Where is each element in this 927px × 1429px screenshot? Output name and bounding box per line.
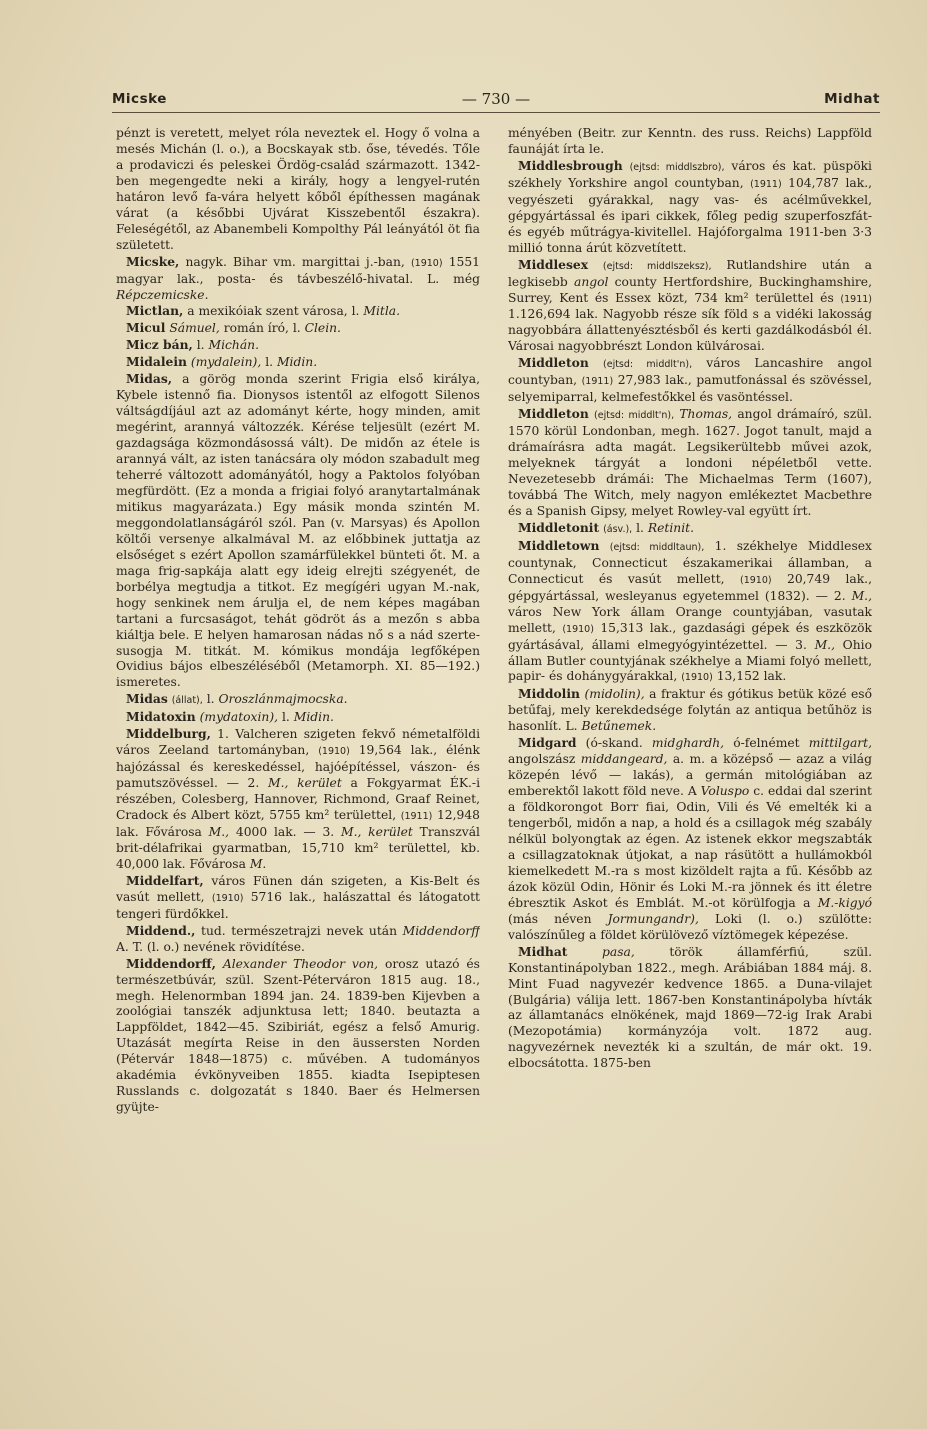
entry-text: c. eddai dal szerint a földkorongot Borr fiai, Odin, Vili és Vé emelték ki a tengerből, midőn a nap, a hold és a csillagok még szabály nélkül bolyongtak az égen. Az istenek ekkor megszabták a csillagzatoknak útjokat, a nap rásütött a hullámokból kiemelkedett M.-ra s most kizöldelt rajta a fű. Később az ázok közül Odin, Hönir és Loki M.-ra jönnek és itt életre ébresztik Askot és Emblát. M.-ot körülfogja a (508, 784, 872, 910)
dictionary-entry (116, 923, 480, 956)
dictionary-entry (116, 873, 480, 923)
entry-small-note: (1910) (211, 892, 244, 904)
entry-small-note: (ásv.), (603, 523, 633, 535)
entry-italic-text: (midolin), (584, 687, 645, 702)
entry-text: tud. természetrajzi nevek után (195, 923, 403, 938)
entry-text: a fraktur és gótikus betük közé eső betűfaj, mely kerekdedsége folytán az antiqua betűhöz is hasonlít. L. (508, 687, 872, 734)
entry-text: 104,787 lak., vegyészeti gyárakkal, nagy vas- és acélművekkel, gépgyártással és ipari cikkek, főleg pedig szuperfoszfát- és egyéb műtrágya-kivitellel. Hajóforgalma 1911-ben 3·3 millió tonna árút közvetített. (508, 175, 872, 255)
left-column (116, 126, 480, 1408)
entry-headword: Middelfart, (126, 872, 204, 888)
entry-headword: Middelburg, (126, 726, 211, 742)
entry-text: a mexikóiak szent városa, l. (183, 304, 364, 319)
entry-text: török államférfiú, szül. Konstantinápolyban 1822., megh. Arábiában 1884 máj. 8. Mint Fuad nagyvezér kedvence 1865. a Duna-vilajet (Bulgária) válija lett. 1867-ben Konstantinápolyba hívták az államtanács elnökének, majd 1869—72-ig Irak Arabi (Mezopotámia) kormányzója volt. 1872 aug. nagyvezérnek nevezték ki a szultán, de már okt. 19. elbocsátotta. 1875-ben (508, 944, 872, 1071)
entry-text: a görög monda szerint Frigia első királya, Kybele istennő fia. Dionysos istentől az elfogott Silenos váltságdíjául azt az adományt kérte, hogy minden, amit megérint, arannyá változzék. Kérése teljesült (ezért M. gazdagsága közmondásossá vált). De midőn az étele is arannyá vált, az isten tanácsára oly módon szabadult meg teherré változott adományától, hogy a Paktolos folyóban megfürdött. (Ez a monda a frigiai folyó aranytartalmának mitikus magyarázata.) Egy másik monda szintén M. meggondolatlanságáról szól. Pan (v. Marsyas) és Apollon költői versenye alkalmával M. az előbbinek juttatja az elsőséget s ezért Apollon szamárfülekkel bünteti őt. M. a maga frig-sapkája alatt egy ideig elrejti szégyenét, de borbélya megtudja a titkot. Ez megígéri ugyan M.-nak, hogy senkinek nem árulja el, de nem képes magában tartani a furcsaságot, tehát gödröt ás a mezőn s abba kiáltja bele. E helyen hamarosan nádas nő s a nád szerte-susogja M. titkát. M. kómikus mondája legfőképen Ovidius bájos elbeszéléséből (Metamorph. XI. 85—192.) ismeretes. (116, 372, 480, 690)
entry-headword: Middleton (518, 355, 589, 371)
entry-text: 5716 lak., halászattal és látogatott tengeri fürdőkkel. (116, 889, 480, 921)
dictionary-entry (508, 355, 872, 406)
entry-italic-text: Oroszlánmajmocska. (218, 692, 348, 707)
entry-small-note: (1910) (318, 746, 350, 758)
entry-italic-text: midghardh, (651, 736, 725, 751)
entry-headword: Midgard (518, 735, 577, 751)
dictionary-entry (116, 303, 480, 320)
dictionary-entry (116, 126, 480, 254)
entry-text: a Fokgyarmat ÉK.-i részében, Colesberg, Hannover, Richmond, Graaf Reinet, Cradock és Albert közt, 5755 km² területtel, (116, 776, 480, 823)
dictionary-entry (508, 406, 872, 520)
entry-text (588, 258, 603, 272)
entry-text: angol drámaíró, szül. 1570 körül Londonban, megh. 1627. Jogot tanult, majd a drámaírásra adta magát. Legsikerültebb művei azok, melyeknek tárgyát a londoni népéletből vette. Nevezetesebb drámái: The Michaelmas Term (1607), továbbá The Witch, mely nagyon emlékeztet Macbethre és a Spanish Gipsy, melyet Rowley-val együtt írt. (508, 407, 872, 518)
dictionary-entry (508, 686, 872, 735)
entry-text: (ó-skand. (576, 736, 652, 751)
entry-italic-text: Middendorff (402, 923, 480, 938)
entry-text: l. (278, 710, 294, 725)
dictionary-entry (508, 520, 872, 538)
entry-text: 1.126,694 lak. Nagyobb része sík föld s a vidéki lakosság nagyobbára állattenyésztésből és kerti gazdálkodásból él. Városai nagyobbrészt London külvárosai. (508, 307, 872, 354)
entry-text: 27,983 lak., pamutfonással és szövéssel, selyemiparral, kelmefestőkkel és vasöntéssel. (508, 373, 872, 405)
entry-italic-text: angol (574, 274, 609, 289)
right-column (508, 126, 872, 1408)
entry-headword: Midalein (126, 354, 187, 370)
page-number: — 730 — (461, 90, 531, 108)
entry-small-note: (ejtsd: middlszbro), (629, 161, 725, 173)
dictionary-entry (508, 158, 872, 257)
entry-italic-text: Thomas, (679, 407, 733, 422)
entry-italic-text: Répczemicske. (116, 287, 209, 302)
entry-text (567, 945, 602, 959)
running-header (112, 90, 880, 113)
entry-headword: Micz bán, (126, 337, 193, 353)
entry-small-note: (1911) (750, 178, 782, 190)
entry-italic-text: Retinit. (647, 520, 694, 535)
entry-text: ó-felnémet (724, 736, 809, 751)
entry-headword: Middlesex (518, 256, 589, 272)
entry-headword: Micul (126, 320, 166, 336)
entry-text: l. (192, 338, 209, 353)
entry-small-note: (1910) (410, 257, 443, 269)
entry-text: orosz utazó és természetbúvár, szül. Szent-Péterváron 1815 aug. 18., megh. Helenormban 1894 jan. 24. 1839-ben Kijevben a zoológiai tanszék adjunktusa lett; 1840. beutazta a Lappföldet, 1842—45. Szibiriát, egész a felső Amurig. Utazását megírta Reise in den äussersten Norden (Pétervár 1848—1875) c. művében. A tudományos akadémia évkönyveiben 1855. kiadta Isepiptesen Russlands c. dolgozatát s 1840. Baer és Helmersen gyüjte- (116, 956, 480, 1115)
entry-italic-text: M., (851, 588, 872, 603)
entry-italic-text: M., kerület (340, 824, 413, 839)
dictionary-entry (116, 371, 480, 691)
entry-italic-text: M. (249, 856, 267, 871)
entry-text: 4000 lak. — 3. (229, 824, 341, 839)
entry-text: 19,564 lak., élénk hajózással és kereskedéssel, hajóépítéssel, vászon- és pamutszövéssel. — 2. (116, 743, 480, 791)
entry-text: 15,313 lak., gazdasági gépek és eszközök gyártásával, állami elmegyógyintézettel. — 3. (508, 620, 872, 652)
entry-italic-text: M., kerület (267, 776, 342, 791)
entry-text: ményében (Beitr. zur Kenntn. des russ. Reichs) Lappföld faunáját írta le. (508, 126, 872, 156)
entry-small-note: (1910) (681, 672, 713, 684)
dictionary-entry (508, 257, 872, 356)
entry-text: a. m. a középső — azaz a világ közepén lévő — lakás), a germán mitológiában az emberektől lakott föld neve. A (508, 752, 872, 799)
entry-headword: Micske, (126, 253, 180, 269)
entry-small-note: (1911) (581, 376, 614, 388)
entry-headword: Middend., (126, 922, 196, 938)
entry-italic-text: Alexander Theodor von, (222, 956, 379, 971)
entry-text: A. T. (l. o.) nevének rövidítése. (116, 939, 305, 954)
entry-text: l. (202, 692, 219, 707)
entry-text: 13,152 lak. (712, 669, 787, 684)
entry-text: nagyk. Bihar vm. margittai j.-ban, (179, 254, 411, 269)
entry-italic-text: Jormungandr), (607, 911, 699, 926)
entry-text: város és kat. püspöki székhely Yorkshire angol countyban, (508, 158, 872, 190)
entry-small-note: (ejtsd: middlt'n), (603, 359, 693, 371)
entry-italic-text: pasa, (602, 944, 635, 959)
entry-text: román író, l. (219, 321, 305, 336)
entry-italic-text: Sámuel, (169, 321, 220, 336)
dictionary-entry (508, 538, 872, 687)
entry-headword: Middletonit (518, 519, 600, 535)
entry-italic-text: Midin. (276, 355, 318, 370)
entry-text: 1. Valcheren szigeten fekvő németalföldi város Zeeland tartományban, (116, 727, 480, 758)
entry-text (623, 159, 630, 173)
entry-text: 12,948 lak. Fővárosa (116, 808, 480, 839)
entry-italic-text: Clein. (304, 321, 341, 336)
dictionary-entry (116, 956, 480, 1117)
entry-small-note: (1911) (840, 293, 872, 305)
entry-text: l. (261, 355, 277, 370)
entry-headword: Middleton (518, 406, 589, 422)
entry-headword: Midas (126, 691, 168, 707)
entry-italic-text: M.-kigyó (817, 895, 872, 910)
entry-italic-text: M., (208, 824, 230, 839)
entry-italic-text: (mydatoxin), (199, 710, 279, 725)
entry-italic-text: mittilgart, (808, 736, 872, 751)
entry-small-note: (1910) (740, 574, 772, 586)
dictionary-entry (116, 726, 480, 873)
entry-headword: Middletown (518, 537, 600, 553)
entry-italic-text: Voluspo (700, 784, 750, 799)
entry-small-note: (ejtsd: middlszeksz), (602, 260, 712, 272)
entry-italic-text: Michán. (208, 338, 259, 353)
entry-italic-text: (mydalein), (190, 355, 262, 370)
entry-text: város New York állam Orange countyjában, vasutak mellett, (508, 604, 872, 635)
entry-italic-text: Betűnemek. (581, 719, 657, 734)
entry-italic-text: middangeard, (580, 752, 668, 767)
entry-text (216, 957, 223, 971)
entry-text (599, 539, 609, 553)
entry-headword: Mictlan, (126, 303, 184, 319)
entry-text: Ohio állam Butler countyjának székhelye a Miami folyó mellett, papir- és dohánygyárakkal, (508, 637, 872, 684)
entry-small-note: (1910) (562, 623, 594, 635)
dictionary-entry (508, 735, 872, 943)
entry-italic-text: Mitla. (363, 304, 400, 319)
entry-headword: Midas, (126, 371, 173, 387)
entry-headword: Middendorff, (126, 955, 216, 971)
dictionary-entry (116, 354, 480, 371)
dictionary-entry (116, 709, 480, 726)
entry-text: pénzt is veretett, melyet róla neveztek el. Hogy ő volna a mesés Michán (l. o.), a Bocskayak stb. őse, tévedés. Tőle a prodaviczi és peleskei Ördög-család származott. 1342-ben megengedte neki a király, hogy a lengyel-rutén határon levő fa-vára helyett kőből építhessen magának várat (a későbbi Ujvárat Kisszebentől északra). Feleségétől, az Abanembeli Kompolthy Pál leányától öt fia született. (116, 126, 480, 252)
entry-small-note: (állat), (171, 695, 203, 707)
entry-text: angolszász (508, 752, 581, 767)
dictionary-entry (116, 691, 480, 709)
entry-headword: Midatoxin (126, 709, 196, 725)
entry-small-note: (1911) (400, 811, 433, 823)
dictionary-entry (116, 320, 480, 337)
dictionary-entry (116, 254, 480, 304)
entry-text: 20,749 lak., gépgyártással, wesleyanus egyetemmel (1832). — 2. (508, 571, 872, 603)
entry-headword: Midhat (518, 943, 568, 959)
entry-small-note: (ejtsd: middltaun), (609, 541, 705, 553)
dictionary-entry (508, 944, 872, 1073)
entry-small-note: (ejtsd: middlt'n), (594, 410, 675, 422)
entry-italic-text: Midin. (293, 710, 334, 725)
header-last-entry: Midhat (824, 91, 880, 107)
entry-text: county Hertfordshire, Buckinghamshire, Surrey, Kent és Essex közt, 734 km² területtel és (508, 274, 872, 305)
entry-text: 1. székhelye Middlesex countynak, Connecticut északamerikai államban, a Connecticut és vasút mellett, (508, 538, 872, 586)
dictionary-entry (116, 337, 480, 354)
entry-text: Loki (l. o.) szülötte: valószínűleg a földet körülövező víztömegek képezése. (508, 911, 872, 942)
entry-text: (más néven (508, 911, 608, 926)
entry-headword: Middolin (518, 686, 580, 702)
entry-text: város Fünen dán szigeten, a Kis-Belt és vasút mellett, (116, 873, 480, 904)
entry-text: Rutlandshire után a legkisebb (508, 257, 872, 289)
entry-text: Transzvál brit-délafrikai gyarmatban, 15,710 km² területtel, kb. 40,000 lak. Fővárosa (116, 824, 480, 871)
header-first-entry: Micske (112, 91, 167, 107)
entry-text (589, 356, 603, 370)
entry-text: 1551 magyar lak., posta- és távbeszélő-hivatal. L. még (116, 254, 480, 286)
entry-headword: Middlesbrough (518, 157, 623, 173)
entry-text: l. (632, 520, 648, 535)
dictionary-entry (508, 126, 872, 158)
entry-text: város Lancashire angol countyban, (508, 356, 872, 388)
entry-italic-text: M., (814, 637, 835, 652)
